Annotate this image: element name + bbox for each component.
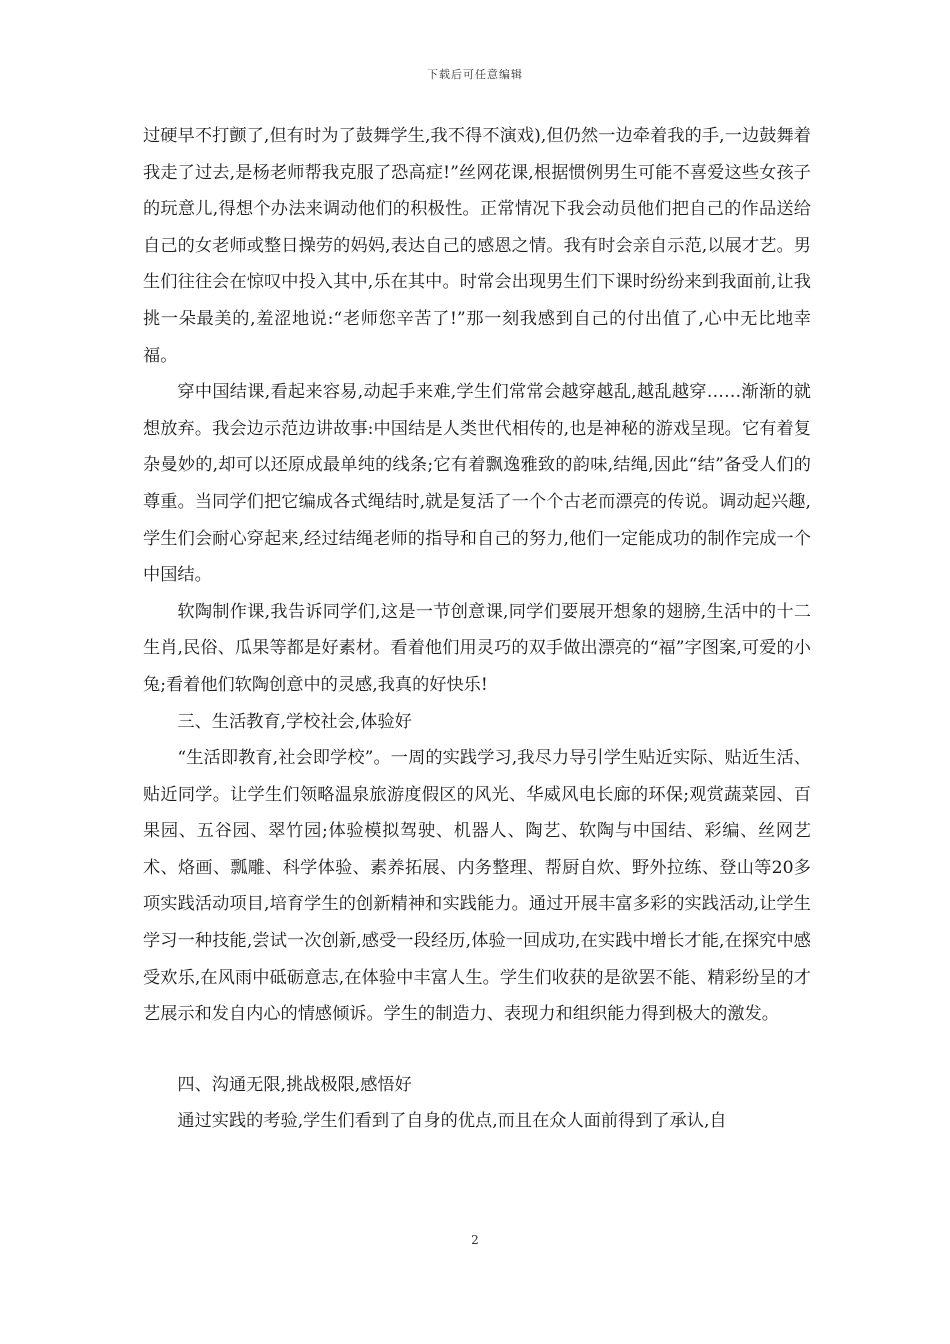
section-heading-3: 三、生活教育,学校社会,体验好	[177, 711, 412, 732]
page-number: 2	[471, 1233, 479, 1247]
paragraph-soft-clay: 软陶制作课,我告诉同学们,这是一节创意课,同学们要展开想象的翅膀,生活中的十二生肖,民俗、瓜果等都是好素材。看着他们用灵巧的双手做出漂亮的“福”字图案,可爱的小兔;看着他们软陶创意中的灵感,我真的好快乐!	[143, 601, 811, 695]
paragraph-continued: 过硬早不打颤了,但有时为了鼓舞学生,我不得不演戏),但仍然一边牵着我的手,一边鼓舞着我走了过去,是杨老师帮我克服了恐高症!”丝网花课,根据惯例男生可能不喜爱这些女孩子的玩意儿,得想个办法来调动他们的积极性。正常情况下我会动员他们把自己的作品送给自己的女老师或整日操劳的妈妈,表达自己的感恩之情。我有时会亲自示范,以展才艺。男生们往往会在惊叹中投入其中,乐在其中。时常会出现男生们下课时纷纷来到我面前,让我挑一朵最美的,羞涩地说:“老师您辛苦了!”那一刻我感到自己的付出值了,心中无比地幸福。	[143, 126, 811, 366]
section-heading-4: 四、沟通无限,挑战极限,感悟好	[177, 1074, 412, 1095]
paragraph-life-education: “生活即教育,社会即学校”。一周的实践学习,我尽力导引学生贴近实际、贴近生活、贴近同学。让学生们领略温泉旅游度假区的风光、华威风电长廊的环保;观赏蔬菜园、百果园、五谷园、翠竹园;体验模拟驾驶、机器人、陶艺、软陶与中国结、彩编、丝网艺术、烙画、瓢雕、科学体验、素养拓展、内务整理、帮厨自炊、野外拉练、登山等20多项实践活动项目,培育学生的创新精神和实践能力。通过开展丰富多彩的实践活动,让学生学习一种技能,尝试一次创新,感受一段经历,体验一回成功,在实践中增长才能,在探究中感受欢乐,在风雨中砥砺意志,在体验中丰富人生。学生们收获的是欲罢不能、精彩纷呈的才艺展示和发自内心的情感倾诉。学生的制造力、表现力和组织能力得到极大的激发。	[143, 748, 811, 1025]
paragraph-chinese-knot: 穿中国结课,看起来容易,动起手来难,学生们常常会越穿越乱,越乱越穿……渐渐的就想放弃。我会边示范边讲故事:中国结是人类世代相传的,也是神秘的游戏呈现。它有着复杂曼妙的,却可以还原成最单纯的线条;它有着飘逸雅致的韵味,结绳,因此“结”备受人们的尊重。当同学们把它编成各式绳结时,就是复活了一个个古老而漂亮的传说。调动起兴趣,学生们会耐心穿起来,经过结绳老师的指导和自己的努力,他们一定能成功的制作完成一个中国结。	[143, 382, 811, 586]
page-header: 下载后可任意编辑	[427, 68, 523, 81]
document-body	[143, 118, 811, 1140]
paragraph-practice-test: 通过实践的考验,学生们看到了自身的优点,而且在众人面前得到了承认,自	[177, 1111, 727, 1132]
